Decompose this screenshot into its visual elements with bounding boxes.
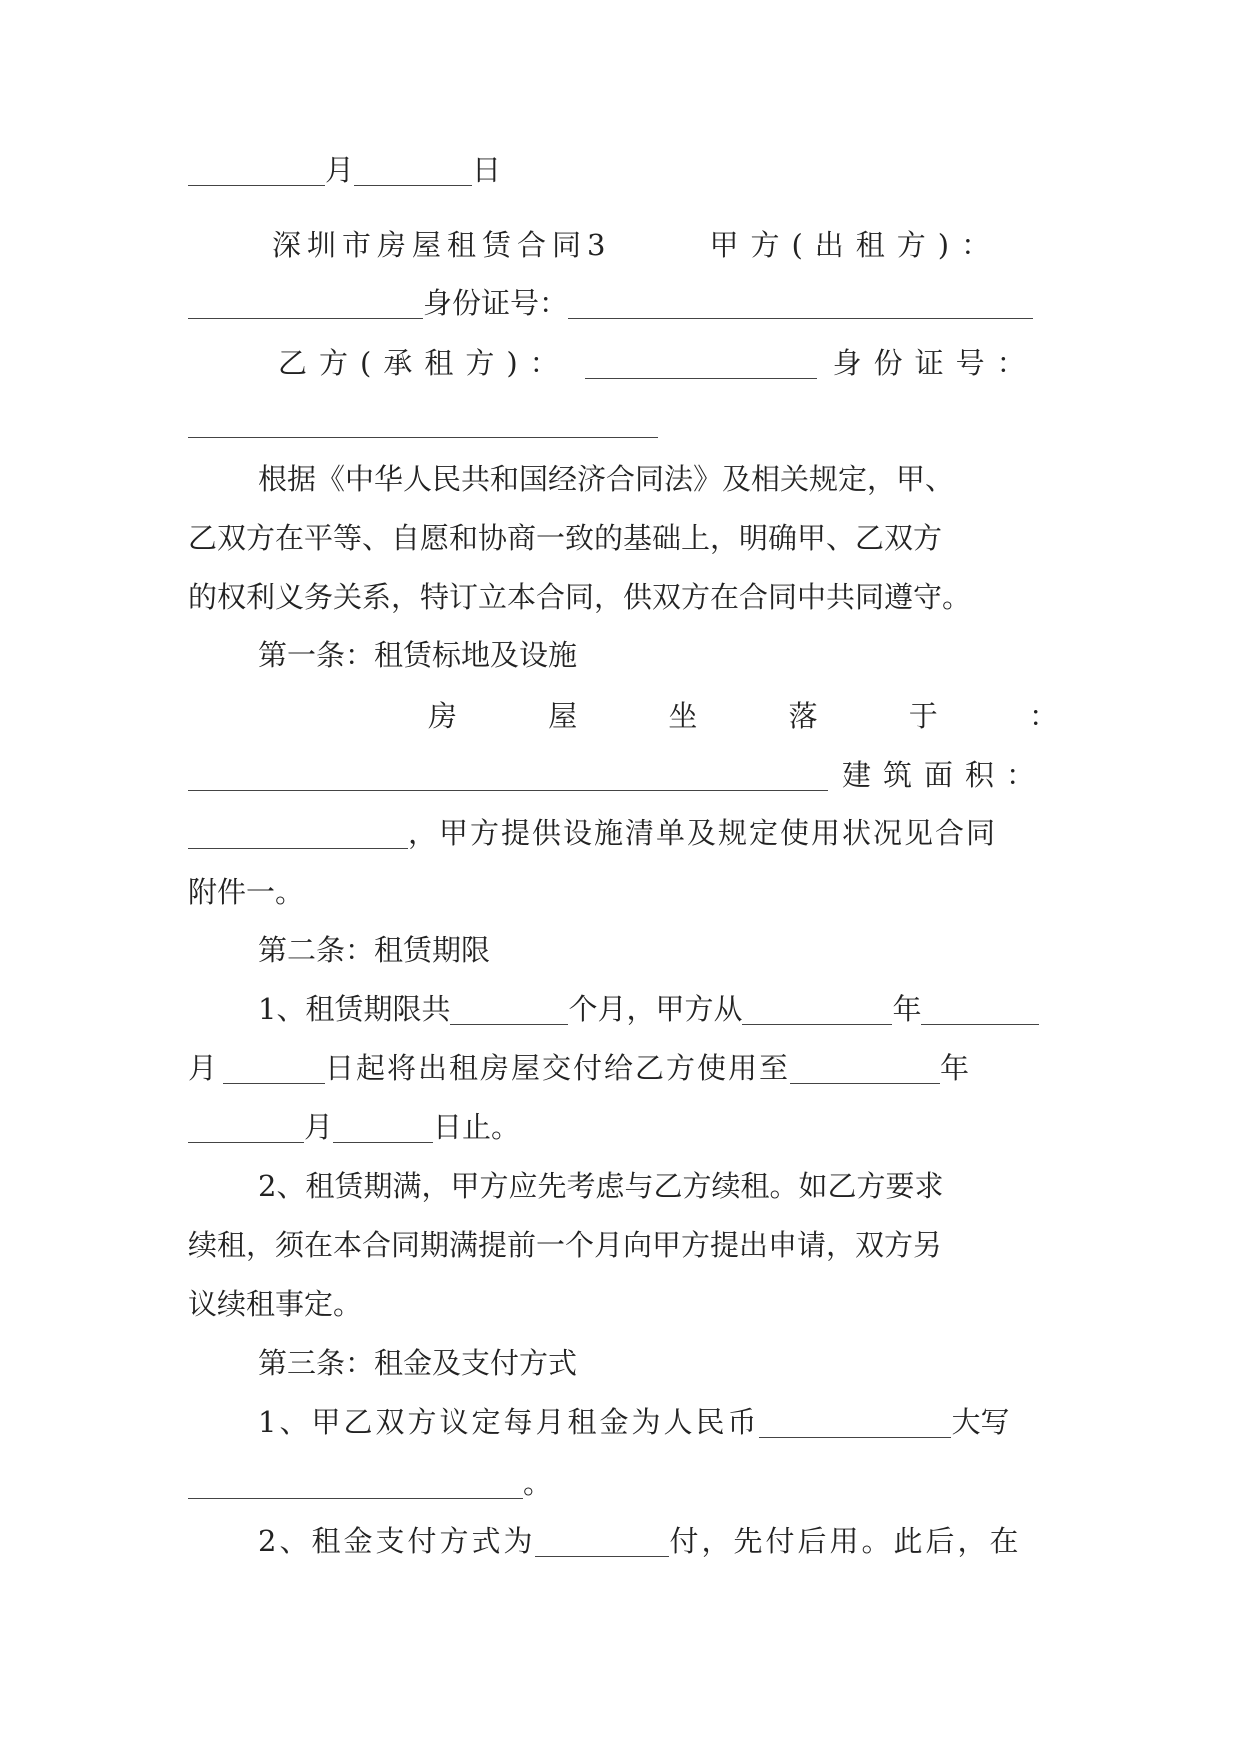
rent-text-b: 大写 [951, 1405, 1010, 1439]
house-location-line [188, 696, 1058, 736]
location-blank [188, 789, 828, 791]
term-text-e: 日起将出租房屋交付给乙方使用至 [325, 1051, 791, 1085]
party-b-id-blank [188, 436, 658, 438]
preamble-line-2 [188, 518, 1058, 558]
loc-char-2: 屋 [548, 699, 578, 733]
start-day-blank [223, 1082, 325, 1084]
term-line-1 [188, 989, 1058, 1029]
party-a-label: 甲方(出租方)： [709, 228, 1003, 262]
pay-text-a: 2、租金支付方式为 [258, 1524, 536, 1558]
renew-line-1 [188, 1166, 1058, 1206]
term-text-h: 日止。 [433, 1110, 521, 1144]
term-text-g: 月 [304, 1110, 334, 1144]
preamble-line-1 [188, 459, 1058, 499]
party-a-id-blank [568, 317, 1033, 319]
party-a-id-label: 身份证号： [423, 286, 569, 320]
start-month-blank [921, 1023, 1039, 1025]
term-text-b: 个月，甲方从 [568, 992, 743, 1026]
preamble-text-2: 乙双方在平等、自愿和协商一致的基础上，明确甲、乙双方 [188, 521, 943, 555]
party-a-id-line [188, 283, 1058, 323]
rent-text-a: 1、甲乙双方议定每月租金为人民币 [258, 1405, 760, 1439]
loc-char-1: 房 [428, 699, 458, 733]
renew-text-3: 议续租事定。 [188, 1287, 363, 1321]
area-line [188, 755, 1058, 795]
term-text-d: 月 [188, 1051, 218, 1085]
rent-line-1 [188, 1402, 1058, 1442]
renew-line-3 [188, 1284, 1058, 1324]
article-3-heading [188, 1343, 1058, 1383]
title-line [188, 225, 1058, 265]
party-b-label: 乙方(承租方)： [278, 346, 571, 380]
month-blank [188, 184, 325, 186]
article-1-heading [188, 635, 1058, 675]
area-blank [188, 847, 408, 849]
rent-line-2 [188, 1463, 1058, 1503]
start-year-blank [742, 1023, 892, 1025]
preamble-text-1: 根据《中华人民共和国经济合同法》及相关规定，甲、 [258, 462, 955, 496]
facilities-line [188, 813, 1058, 853]
loc-char-4: 落 [788, 699, 818, 733]
day-blank [354, 184, 472, 186]
date-line [188, 150, 1058, 190]
party-b-line [188, 343, 1058, 383]
article-2-heading [188, 930, 1058, 970]
term-text-f: 年 [940, 1051, 970, 1085]
term-line-2 [188, 1048, 1058, 1088]
party-b-name-blank [585, 377, 817, 379]
pay-line-1 [188, 1521, 1058, 1561]
month-label: 月 [325, 153, 355, 187]
article-2-text: 第二条：租赁期限 [258, 933, 491, 967]
end-day-blank [333, 1141, 433, 1143]
term-text-a: 1、租赁期限共 [258, 992, 451, 1026]
renew-text-1: 2、租赁期满，甲方应先考虑与乙方续租。如乙方要求 [258, 1169, 944, 1203]
renew-text-2: 续租，须在本合同期满提前一个月向甲方提出申请，双方另 [188, 1228, 943, 1262]
rent-amount-blank [759, 1436, 951, 1438]
article-1-text: 第一条：租赁标地及设施 [258, 638, 578, 672]
preamble-text-3: 的权利义务关系，特订立本合同，供双方在合同中共同遵守。 [188, 580, 972, 614]
annex-text: 附件一。 [188, 875, 305, 909]
preamble-line-3 [188, 577, 1058, 617]
rent-capital-blank [188, 1497, 523, 1499]
pay-method-blank [535, 1555, 669, 1557]
pay-text-b: 付，先付后用。此后，在 [669, 1524, 1022, 1558]
party-b-id-line [188, 402, 1058, 442]
party-b-id-label: 身份证号： [832, 346, 1038, 380]
party-a-name-blank [188, 317, 423, 319]
annex-line [188, 872, 1058, 912]
renew-line-2 [188, 1225, 1058, 1265]
article-3-text: 第三条：租金及支付方式 [258, 1346, 578, 1380]
day-label: 日 [472, 153, 502, 187]
area-label: 建筑面积： [842, 758, 1048, 792]
contract-title: 深圳市房屋租赁合同3 [272, 228, 612, 262]
end-year-blank [790, 1082, 940, 1084]
loc-char-5: 于 [908, 699, 938, 733]
term-line-3 [188, 1107, 1058, 1147]
rent-text-c: 。 [523, 1466, 553, 1500]
facilities-text: ，甲方提供设施清单及规定使用状况见合同 [408, 816, 998, 850]
end-month-blank [188, 1141, 304, 1143]
months-blank [450, 1023, 568, 1025]
loc-char-3: 坐 [668, 699, 698, 733]
term-text-c: 年 [892, 992, 922, 1026]
loc-char-6: ： [1028, 699, 1058, 733]
